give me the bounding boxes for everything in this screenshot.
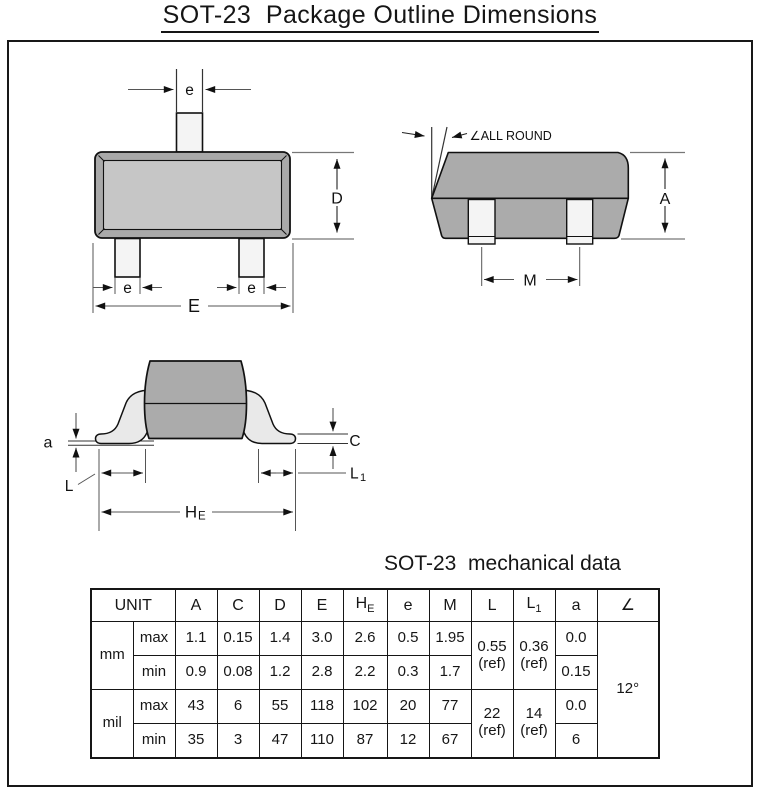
cell-angle: 12° xyxy=(597,622,659,758)
side-body xyxy=(145,361,247,439)
dim-HE xyxy=(102,503,294,523)
row-label: min xyxy=(133,724,175,758)
dim-label-HE-main: H xyxy=(184,502,198,522)
cell-mm-min-C: 0.08 xyxy=(217,656,259,690)
front-view xyxy=(93,69,354,316)
unit-mil: mil xyxy=(91,690,133,758)
col-header-M: M xyxy=(429,589,471,622)
col-header-A: A xyxy=(175,589,217,622)
dim-label-M: M xyxy=(523,272,537,290)
dim-label-L1-sub: 1 xyxy=(360,472,367,484)
col-header-E: E xyxy=(301,589,343,622)
cell-mil-min-e: 12 xyxy=(387,724,429,758)
col-header-e: e xyxy=(387,589,429,622)
cell-mil-min-D: 47 xyxy=(259,724,301,758)
perspective-pin-left xyxy=(468,200,495,245)
col-header-D: D xyxy=(259,589,301,622)
cell-mm-max-D: 1.4 xyxy=(259,622,301,656)
perspective-body-top-face xyxy=(432,153,629,199)
col-header-L1: $L_1$ xyxy=(513,589,555,622)
dim-label-D: D xyxy=(331,190,343,208)
row-label: max xyxy=(133,690,175,724)
table-title: SOT-23 mechanical data xyxy=(384,552,621,575)
all-round-label-main: ∠ALL ROUND xyxy=(469,129,552,143)
cell-mm-min-e: 0.3 xyxy=(387,656,429,690)
dim-M xyxy=(482,247,580,290)
dim-L xyxy=(65,449,146,531)
dim-D xyxy=(292,153,354,240)
dim-label-L: L xyxy=(64,478,74,495)
cell-mm-max-A: 1.1 xyxy=(175,622,217,656)
col-header-L: L xyxy=(471,589,513,622)
dim-e-bottom-right xyxy=(217,278,286,298)
col-header-angle: ∠ xyxy=(597,589,659,622)
dim-C xyxy=(298,408,361,469)
dim-label-e-left: e xyxy=(123,280,132,297)
cell-mm-max-HE: 2.6 xyxy=(343,622,387,656)
dim-label-a: a xyxy=(43,434,53,452)
col-header-a: a xyxy=(555,589,597,622)
dim-label-L1-main: L xyxy=(350,465,359,483)
row-label: max xyxy=(133,622,175,656)
dim-a xyxy=(44,413,76,472)
dim-label-C: C xyxy=(349,433,361,450)
front-bottom-pin-right xyxy=(239,239,264,278)
cell-mil-L1: 14 (ref) xyxy=(513,690,555,758)
cell-mm-max-E: 3.0 xyxy=(301,622,343,656)
perspective-pin-right xyxy=(567,200,593,245)
cell-mil-max-e: 20 xyxy=(387,690,429,724)
cell-mm-min-a: 0.15 xyxy=(555,656,597,690)
cell-mm-L: 0.55 (ref) xyxy=(471,622,513,690)
col-header-unit: UNIT xyxy=(91,589,175,622)
cell-mil-max-E: 118 xyxy=(301,690,343,724)
cell-mm-max-e: 0.5 xyxy=(387,622,429,656)
cell-mm-max-C: 0.15 xyxy=(217,622,259,656)
cell-mm-max-a: 0.0 xyxy=(555,622,597,656)
col-header-HE: $H_E$ xyxy=(343,589,387,622)
col-header-C: C xyxy=(217,589,259,622)
front-body xyxy=(95,152,290,238)
side-view xyxy=(44,361,367,531)
cell-mil-max-a: 0.0 xyxy=(555,690,597,724)
dim-label-e-top: e xyxy=(185,82,194,99)
cell-mm-max-M: 1.95 xyxy=(429,622,471,656)
front-top-pin xyxy=(177,113,203,152)
cell-mil-min-HE: 87 xyxy=(343,724,387,758)
cell-mil-max-A: 43 xyxy=(175,690,217,724)
cell-mil-max-D: 55 xyxy=(259,690,301,724)
cell-mm-min-M: 1.7 xyxy=(429,656,471,690)
cell-mil-min-C: 3 xyxy=(217,724,259,758)
cell-mil-min-E: 110 xyxy=(301,724,343,758)
cell-mil-min-a: 6 xyxy=(555,724,597,758)
dim-L1 xyxy=(259,449,367,531)
cell-mil-max-HE: 102 xyxy=(343,690,387,724)
cell-mm-min-HE: 2.2 xyxy=(343,656,387,690)
perspective-view xyxy=(402,127,685,290)
cell-mil-max-M: 77 xyxy=(429,690,471,724)
cell-mil-min-M: 67 xyxy=(429,724,471,758)
dim-e-bottom-left xyxy=(93,278,162,298)
row-label: min xyxy=(133,656,175,690)
cell-mil-min-A: 35 xyxy=(175,724,217,758)
cell-mm-min-E: 2.8 xyxy=(301,656,343,690)
cell-mm-min-D: 1.2 xyxy=(259,656,301,690)
cell-mm-min-A: 0.9 xyxy=(175,656,217,690)
dim-label-e-right: e xyxy=(247,280,256,297)
dim-label-HE-sub: E xyxy=(198,510,206,523)
dim-e-top xyxy=(128,69,251,112)
front-bottom-pin-left xyxy=(115,239,140,278)
page-title-text: SOT-23 Package Outline Dimensions xyxy=(161,1,600,33)
cell-mil-L: 22 (ref) xyxy=(471,690,513,758)
mechanical-data-table xyxy=(90,588,660,759)
dim-A xyxy=(621,153,685,240)
unit-mm: mm xyxy=(91,622,133,690)
cell-mil-max-C: 6 xyxy=(217,690,259,724)
dim-label-E: E xyxy=(187,296,201,316)
cell-mm-L1: 0.36 (ref) xyxy=(513,622,555,690)
perspective-body-front-face xyxy=(432,198,629,238)
dim-label-A: A xyxy=(659,191,671,208)
